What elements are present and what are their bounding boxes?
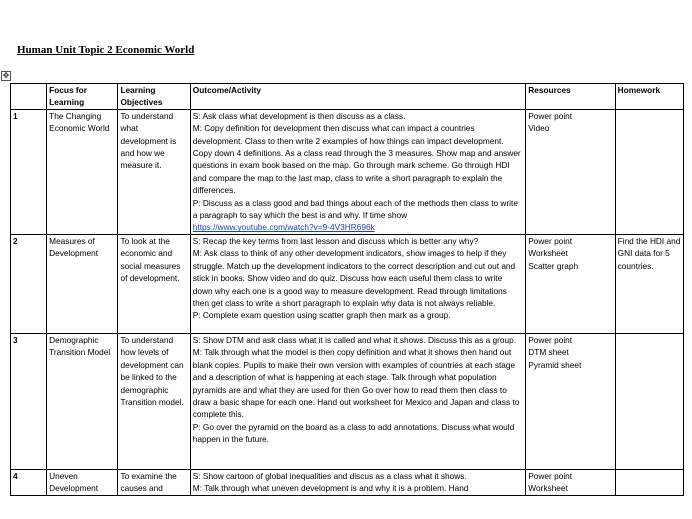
header-outcome: Outcome/Activity — [190, 84, 525, 110]
header-homework: Homework — [615, 84, 683, 110]
plenary-text: P: Discuss as a class good and bad things about each of the methods then class to write a paragraph to say which the best is and why. If time show — [192, 197, 518, 221]
focus-cell: Measures of Development — [47, 234, 118, 333]
starter-text: S: Show DTM and ask class what it is called and what it shows. Discuss this as a group. — [192, 334, 517, 345]
resources-cell — [526, 469, 615, 495]
page-title: Human Unit Topic 2 Economic World — [17, 44, 195, 56]
plenary-text: P: Go over the pyramid on the board as a class to add annotations. Discuss what would happen in the future. — [192, 421, 515, 445]
header-objectives: Learning Objectives — [118, 84, 190, 110]
main-text: M: Talk through what the model is then copy definition and what it shows then hand out blank copies. Pupils to make their own version with examples of countries at each stage and a description of what is happening at each stage. Talk through what population pyramids are and what they are used for then Go over how to read them then class to draw a basic shape for each one. Hand out worksheet for Mexico and Japan and class to complete this. — [192, 347, 520, 420]
objectives-cell: To examine the causes and — [118, 469, 190, 495]
resources-cell — [526, 333, 615, 469]
resource-item: Video — [528, 123, 550, 134]
main-text: M: Copy definition for development then discuss what can impact a countries development. Class to then write 2 examples of how things can impact development. Copy down 4 definitions. As a class read through the 3 measures. Show map and answer questions in exam book based on the map. Go through mark scheme. Go through HDI and compare the map to the last map, class to write a short paragraph to explain the differences. — [192, 123, 521, 196]
homework-cell: Find the HDI and GNI data for 5 countries. — [615, 234, 683, 333]
table-row — [11, 469, 684, 495]
header-number — [11, 84, 47, 110]
homework-cell — [615, 469, 683, 495]
resource-item: Power point — [528, 470, 573, 481]
resource-item: Scatter graph — [528, 260, 579, 271]
resource-item: Worksheet — [528, 248, 568, 259]
main-text: M: Talk through what uneven development is and why it is a problem. Hand — [192, 483, 469, 494]
outcome-cell — [190, 234, 525, 333]
objectives-cell: To look at the economic and social measures of development. — [118, 234, 190, 333]
plenary-text: P: Complete exam question using scatter graph then mark as a group. — [192, 310, 451, 321]
lesson-plan-table — [10, 83, 684, 496]
header-resources: Resources — [526, 84, 615, 110]
main-text: M: Ask class to think of any other development indicators, show images to help if they struggle. Match up the development indicators to the correct description and cut out and stick in books. Show video and do quiz. Discuss how each useful them class to write down why each one is a good way to measure development. Read through limitations then get class to write a short paragraph to explain why data is not always reliable. — [192, 248, 516, 308]
focus-cell: Uneven Development — [47, 469, 118, 495]
homework-cell — [615, 109, 683, 234]
resource-item: Power point — [528, 334, 573, 345]
resources-cell — [526, 109, 615, 234]
homework-cell — [615, 333, 683, 469]
header-focus: Focus for Learning — [47, 84, 118, 110]
table-row — [11, 333, 684, 469]
table-row — [11, 109, 684, 234]
row-number: 2 — [11, 234, 47, 333]
outcome-cell — [190, 109, 525, 234]
youtube-link[interactable]: https://www.youtube.com/watch?v=9-4V3HR696k — [192, 222, 375, 233]
row-number: 4 — [11, 469, 47, 495]
resource-item: Power point — [528, 110, 573, 121]
objectives-cell: To understand what development is and how we measure it. — [118, 109, 190, 234]
table-move-handle-icon[interactable]: ✥ — [2, 71, 10, 80]
starter-text: S: Show cartoon of global inequalities and discus as a class what it shows. — [192, 470, 467, 481]
starter-text: S: Ask class what development is then discuss as a class. — [192, 110, 406, 121]
resource-item: Pyramid sheet — [528, 359, 582, 370]
row-number: 3 — [11, 333, 47, 469]
resource-item: Worksheet — [528, 483, 568, 494]
table-row — [11, 234, 684, 333]
focus-cell: The Changing Economic World — [47, 109, 118, 234]
resource-item: Power point — [528, 235, 573, 246]
focus-cell: Demographic Transition Model — [47, 333, 118, 469]
table-header-row — [11, 84, 684, 110]
row-number: 1 — [11, 109, 47, 234]
resource-item: DTM sheet — [528, 347, 569, 358]
objectives-cell: To understand how levels of development can be linked to the demographic Transition model. — [118, 333, 190, 469]
outcome-cell — [190, 469, 525, 495]
starter-text: S: Recap the key terms from last lesson and discuss which is better any why? — [192, 235, 479, 246]
resources-cell — [526, 234, 615, 333]
outcome-cell — [190, 333, 525, 469]
